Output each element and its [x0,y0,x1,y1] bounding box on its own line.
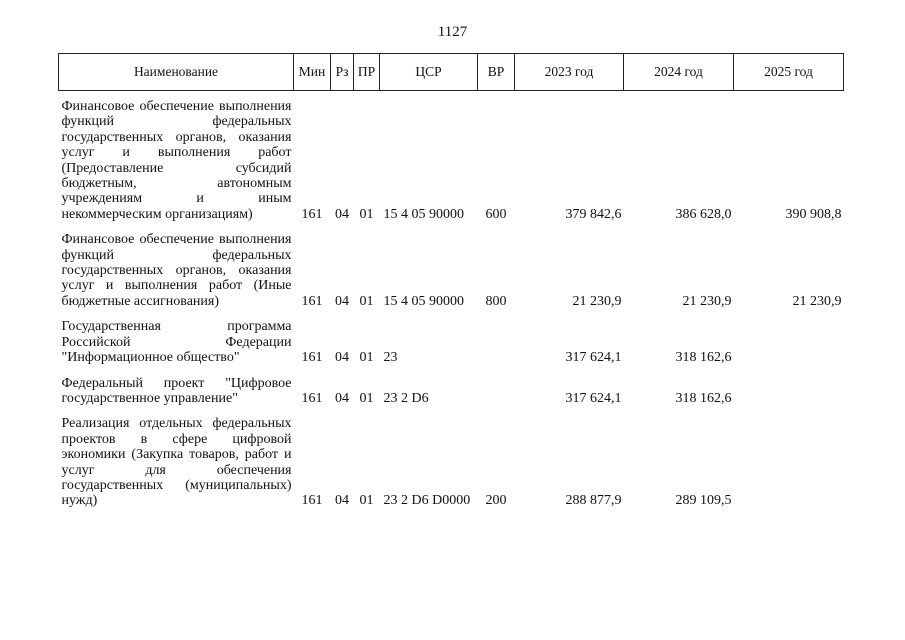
row-name: Реализация отдельных федеральных проектов в сфере цифровой экономики (Закупка товаров, работ и услуг для обеспечения государственных (муниципальных) нужд) [61,416,292,509]
row-name: Федеральный проект "Цифровое государственное управление" [61,375,292,406]
row-rz: 04 [335,390,349,406]
row-min: 161 [301,350,323,366]
table-row [59,91,844,227]
row-2023: 21 230,9 [572,293,622,309]
row-min: 161 [301,390,323,406]
header-rz: Рз [331,54,354,91]
row-min: 161 [301,206,323,222]
row-pr: 01 [359,390,374,406]
table-row [59,313,844,369]
table-row [59,226,844,313]
row-2025: 390 908,8 [785,206,842,222]
row-2023: 288 877,9 [565,493,622,509]
row-2024: 318 162,6 [675,350,732,366]
row-vr: 600 [485,206,507,222]
row-2023: 317 624,1 [565,350,622,366]
row-rz: 04 [335,493,349,509]
header-vr: ВР [478,54,515,91]
row-vr [478,370,515,411]
row-rz: 04 [335,293,349,309]
table-row [59,370,844,411]
row-csr: 23 2 D6 [383,390,429,406]
row-csr: 23 [383,350,398,366]
row-vr: 200 [485,493,507,509]
budget-table [58,53,844,513]
page-number: 1127 [437,24,468,40]
row-2024: 318 162,6 [675,390,732,406]
row-min: 161 [301,293,323,309]
row-pr: 01 [359,293,374,309]
header-row [59,54,844,91]
row-2025 [734,313,844,369]
row-2023: 317 624,1 [565,390,622,406]
header-2024: 2024 год [624,54,734,91]
row-2024: 289 109,5 [675,493,732,509]
header-csr: ЦСР [380,54,478,91]
header-min: Мин [294,54,331,91]
row-pr: 01 [359,493,374,509]
row-2025: 21 230,9 [792,293,842,309]
row-2024: 386 628,0 [675,206,732,222]
row-pr: 01 [359,206,374,222]
table-row [59,410,844,512]
row-2025 [734,410,844,512]
table-header [59,54,844,91]
row-csr: 15 4 05 90000 [383,206,464,222]
row-csr: 23 2 D6 D0000 [383,493,471,509]
row-name: Государственная программа Российской Федерации "Информационное общество" [61,319,292,366]
row-name: Финансовое обеспечение выполнения функций федеральных государственных органов, оказания услуг и выполнения работ (Иные бюджетные ассигнования) [61,232,292,309]
row-name: Финансовое обеспечение выполнения функций федеральных государственных органов, оказания услуг и выполнения работ (Предоставление субсидий бюджетным, автономным учреждениям и иным некоммерческим организациям) [61,99,292,222]
row-vr: 800 [485,293,507,309]
header-2023: 2023 год [515,54,624,91]
row-2024: 21 230,9 [682,293,732,309]
row-rz: 04 [335,206,349,222]
row-vr [478,313,515,369]
header-2025: 2025 год [734,54,844,91]
row-2025 [734,370,844,411]
row-csr: 15 4 05 90000 [383,293,464,309]
table-body [59,91,844,513]
row-rz: 04 [335,350,349,366]
row-pr: 01 [359,350,374,366]
header-pr: ПР [354,54,380,91]
row-2023: 379 842,6 [565,206,622,222]
header-name: Наименование [59,54,294,91]
row-min: 161 [301,493,323,509]
